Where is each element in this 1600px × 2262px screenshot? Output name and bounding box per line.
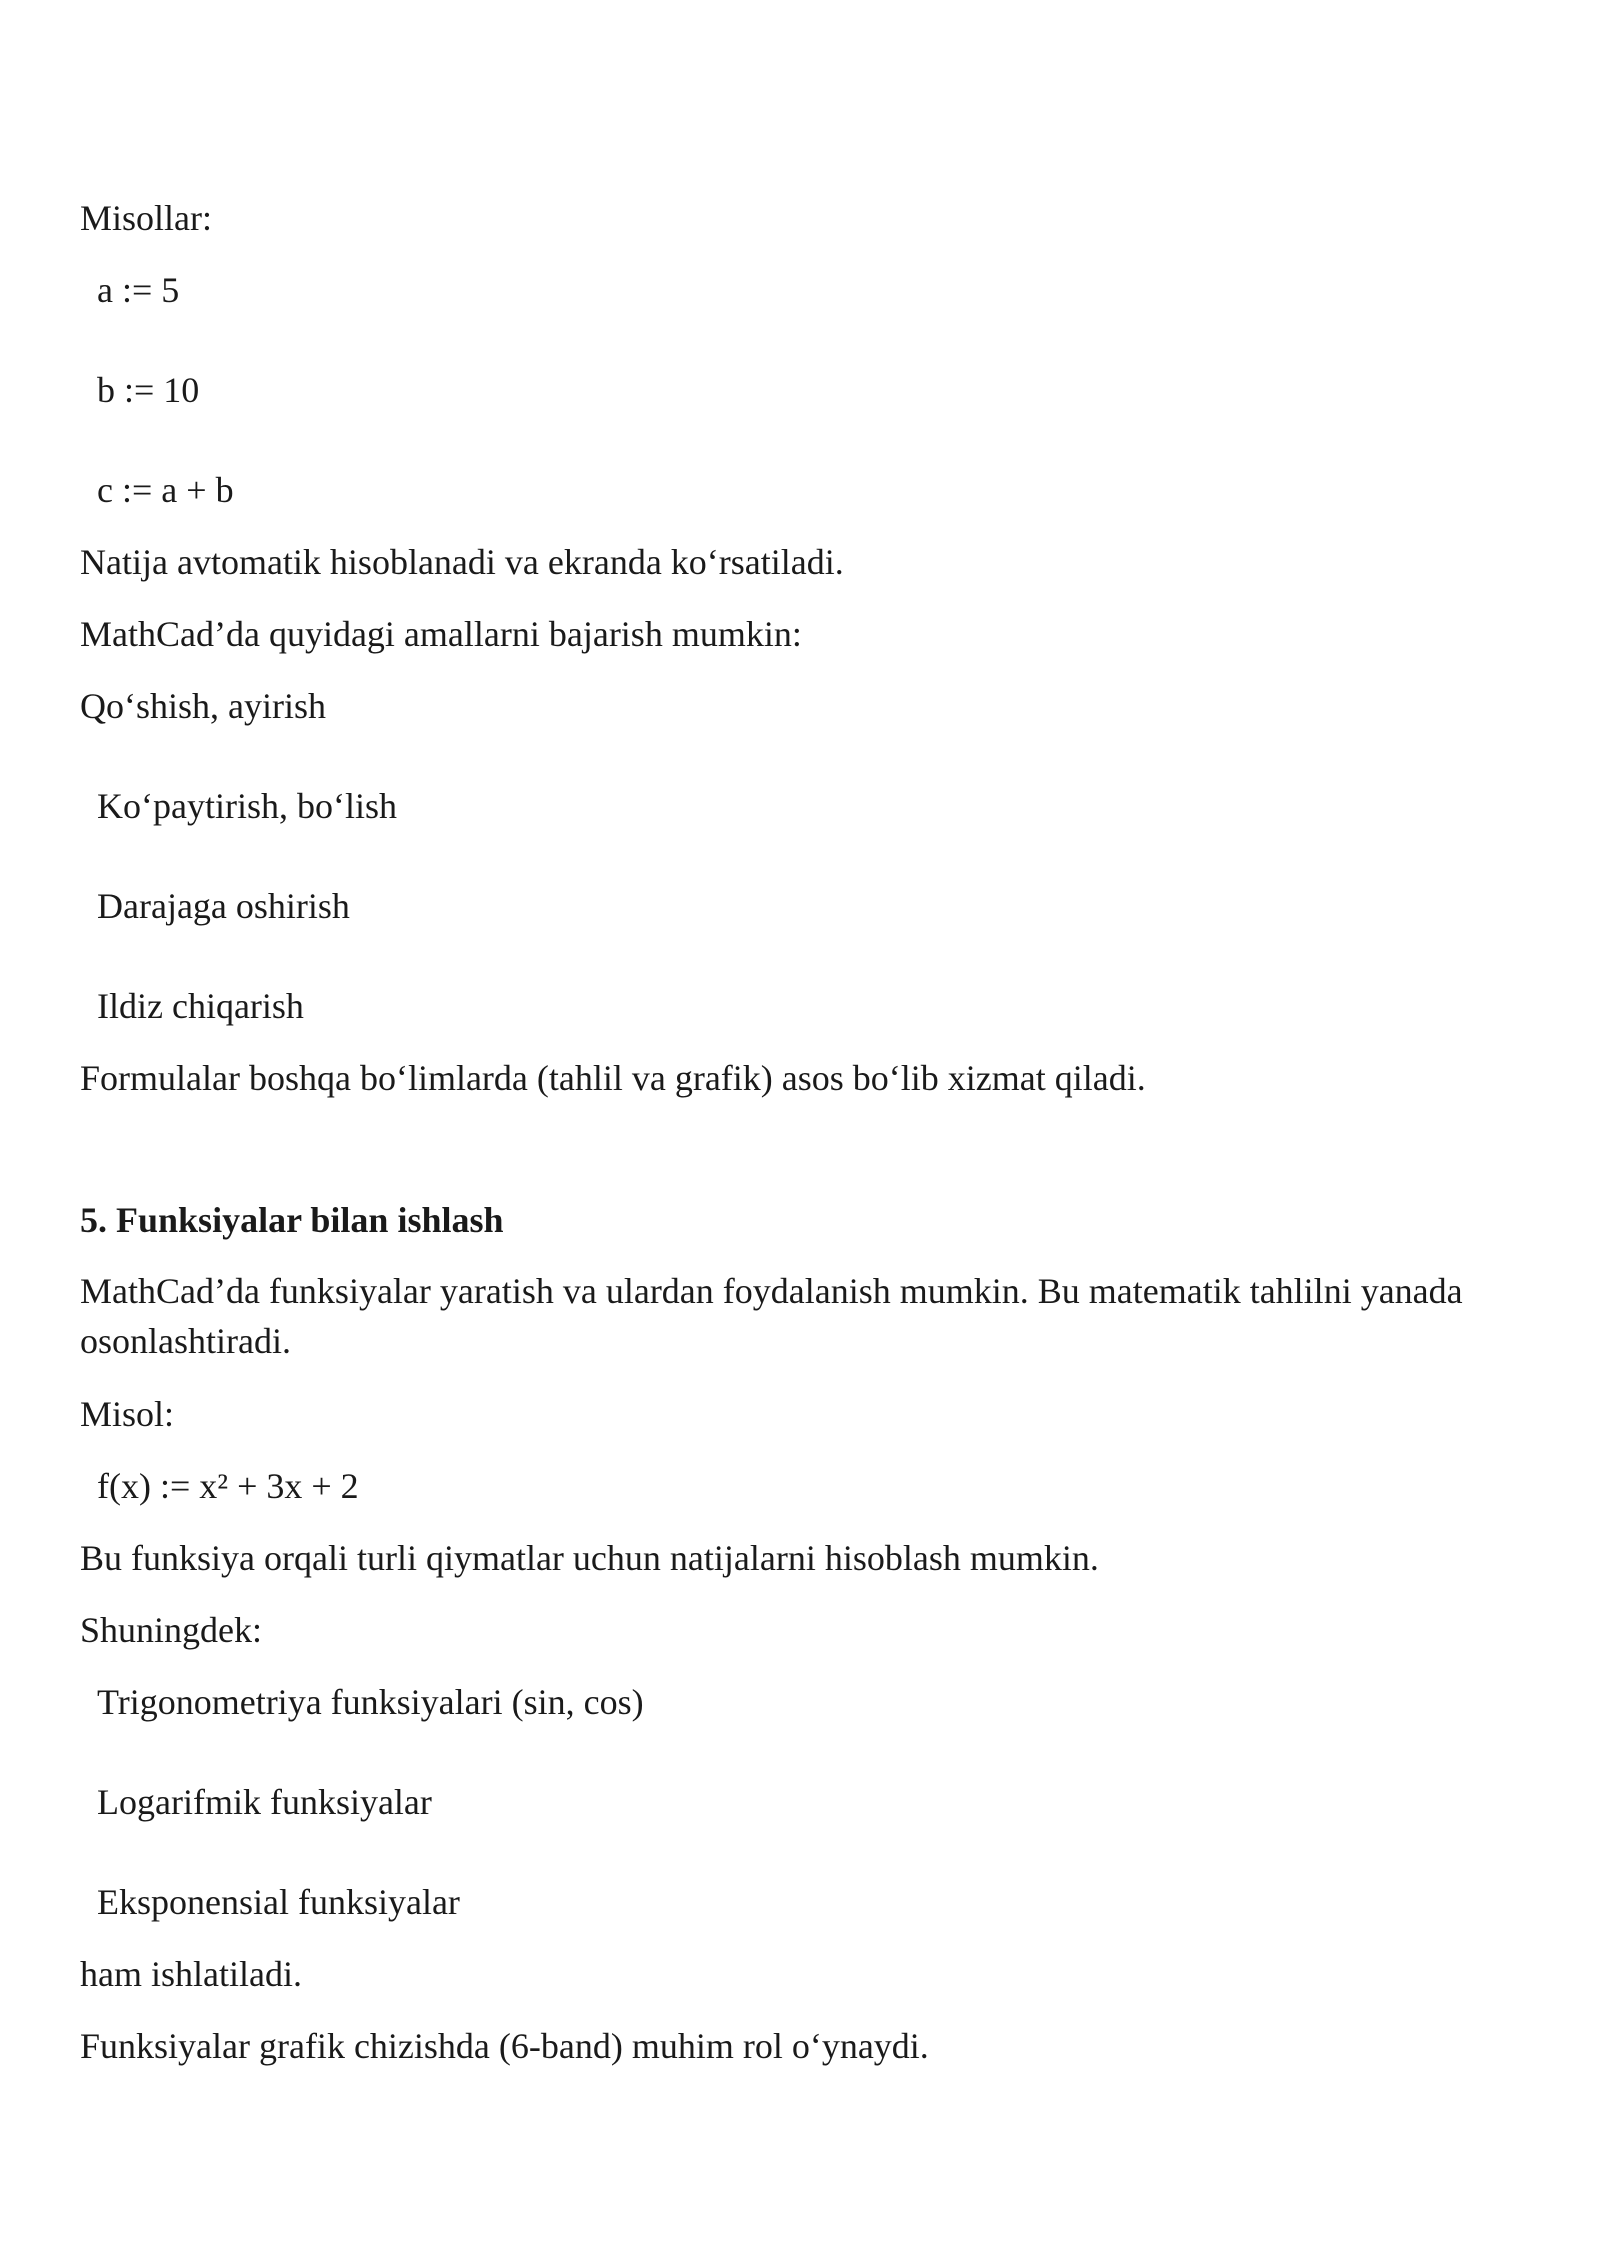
op-item-power: Darajaga oshirish xyxy=(97,886,350,926)
section5-intro: MathCad’da funksiyalar yaratish va ulardan foydalanish mumkin. Bu matematik tahlilni yanada osonlashtiradi. xyxy=(80,1271,1463,1361)
section5-heading: 5. Funksiyalar bilan ishlash xyxy=(80,1200,504,1240)
result-note: Natija avtomatik hisoblanadi va ekranda ko‘rsatiladi. xyxy=(80,542,844,582)
section4-closing: Formulalar boshqa bo‘limlarda (tahlil va grafik) asos bo‘lib xizmat qiladi. xyxy=(80,1058,1146,1098)
function-type-exp: Eksponensial funksiyalar xyxy=(97,1882,460,1922)
function-type-log: Logarifmik funksiyalar xyxy=(97,1782,432,1822)
formula-note: Bu funksiya orqali turli qiymatlar uchun natijalarni hisoblash mumkin. xyxy=(80,1538,1099,1578)
also-tail: ham ishlatiladi. xyxy=(80,1954,302,1994)
code-line-c: c := a + b xyxy=(97,470,234,510)
op-item-root: Ildiz chiqarish xyxy=(97,986,304,1026)
code-line-a: a := 5 xyxy=(97,270,180,310)
example-label: Misol: xyxy=(80,1394,175,1434)
examples-label: Misollar: xyxy=(80,198,212,238)
op-item-mul-div: Ko‘paytirish, bo‘lish xyxy=(97,786,397,826)
function-formula: f(x) := x² + 3x + 2 xyxy=(97,1466,359,1506)
code-line-b: b := 10 xyxy=(97,370,200,410)
section5-closing: Funksiyalar grafik chizishda (6-band) muhim rol o‘ynaydi. xyxy=(80,2026,929,2066)
ops-intro: MathCad’da quyidagi amallarni bajarish mumkin: xyxy=(80,614,802,654)
also-label: Shuningdek: xyxy=(80,1610,263,1650)
op-item-add-sub: Qo‘shish, ayirish xyxy=(80,686,326,726)
function-type-trig: Trigonometriya funksiyalari (sin, cos) xyxy=(97,1682,644,1722)
